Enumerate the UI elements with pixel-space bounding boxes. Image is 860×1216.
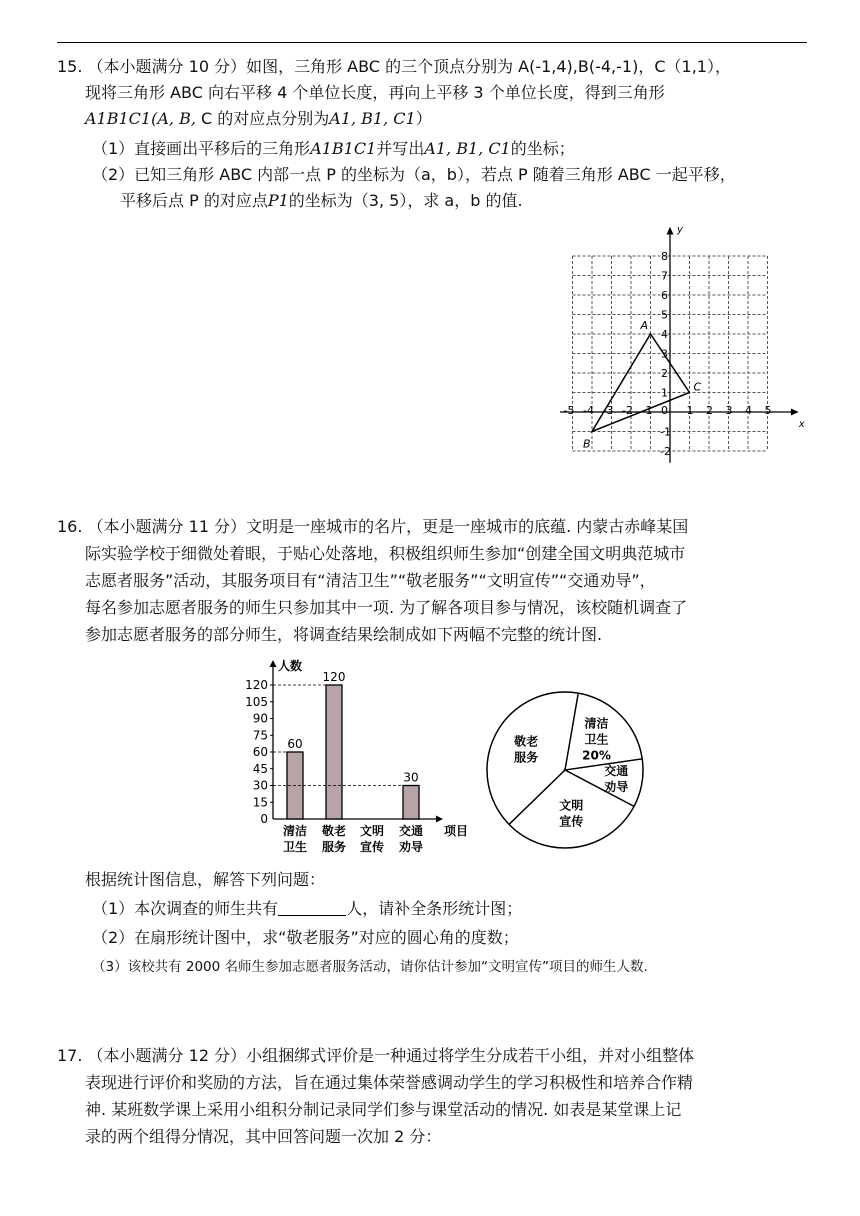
pie-chart bbox=[480, 685, 650, 855]
q16-intro: 根据统计图信息，解答下列问题： bbox=[85, 870, 326, 889]
q15-line-2: 现将三角形 ABC 向右平移 4 个单位长度，再向上平移 3 个单位长度，得到三角形 bbox=[85, 83, 665, 102]
q17-line-1-text: （本小题满分 12 分）小组捆绑式评价是一种通过将学生分成若干小组，并对小组整体 bbox=[87, 1046, 695, 1065]
pie-slice-label: 清洁 bbox=[584, 716, 609, 731]
bar bbox=[403, 786, 419, 820]
bar-category-label: 宣传 bbox=[359, 840, 385, 854]
q16-question-2: （2）在扇形统计图中，求“敬老服务”对应的圆心角的度数； bbox=[92, 928, 519, 947]
q16-q1-text: （1）本次调查的师生共有 bbox=[92, 899, 279, 918]
bar-category-label: 服务 bbox=[321, 840, 347, 854]
x-tick-label: 5 bbox=[764, 404, 772, 417]
q17-line-4: 录的两个组得分情况，其中回答问题一次加 2 分： bbox=[85, 1127, 442, 1146]
x-axis-arrow bbox=[791, 409, 799, 416]
q15-part-1-a: （1）直接画出平移后的三角形 bbox=[92, 139, 311, 158]
q15-part-2-cont bbox=[120, 189, 523, 213]
q16-line-1 bbox=[57, 515, 688, 539]
q17-line-3: 神. 某班数学课上采用小组积分制记录同学们参与课堂活动的情况. 如表是某堂课上记 bbox=[85, 1100, 682, 1119]
bar-value-label: 120 bbox=[322, 670, 346, 684]
bar-x-arrow bbox=[436, 816, 443, 823]
bar-category-label: 交通 bbox=[398, 824, 424, 838]
bar-y-tick-label: 105 bbox=[245, 694, 268, 709]
x-tick-label: 3 bbox=[725, 404, 733, 417]
q15-triangle-name: A1B1C1(A, B, bbox=[85, 109, 201, 128]
q17-number: 17. bbox=[57, 1046, 83, 1065]
bar-y-axis-label: 人数 bbox=[278, 659, 303, 673]
pie-slice-label: 宣传 bbox=[559, 814, 584, 829]
q15-line-3-end: ） bbox=[415, 109, 432, 128]
y-tick-label: 7 bbox=[661, 269, 668, 283]
y-tick-label: 4 bbox=[661, 328, 668, 341]
bar-x-axis-label: 项目 bbox=[444, 824, 469, 838]
bar-value-label: 60 bbox=[287, 737, 303, 751]
x-tick-label: 0 bbox=[661, 404, 668, 417]
bar-chart bbox=[236, 655, 476, 860]
coordinate-grid bbox=[560, 222, 810, 472]
x-tick-label: -4 bbox=[583, 404, 594, 417]
q16-q1-text-2: 人，请补全条形统计图； bbox=[346, 899, 523, 918]
x-tick-label: -5 bbox=[563, 404, 575, 417]
bar-category-label: 劝导 bbox=[398, 840, 424, 854]
x-tick-label: -2 bbox=[622, 404, 633, 417]
q16-question-3: （3）该校共有 2000 名师生参加志愿者服务活动，请你估计参加“文明宣传”项目的师生人数. bbox=[92, 959, 648, 975]
pie-slice-label: 敬老 bbox=[514, 734, 539, 749]
q16-line-5: 参加志愿者服务的部分师生，将调查结果绘制成如下两幅不完整的统计图. bbox=[85, 625, 603, 644]
pie-slice-value: 20% bbox=[582, 748, 611, 763]
q15-part-1-b: 并写出 bbox=[376, 139, 425, 158]
q15-part-1-points: A1, B1, C1 bbox=[424, 139, 511, 158]
bar-y-tick-label: 75 bbox=[252, 728, 268, 743]
bar-y-tick-label: 15 bbox=[252, 795, 268, 810]
bar-category-label: 敬老 bbox=[321, 824, 347, 838]
q15-line-3 bbox=[85, 107, 432, 131]
point-label-a: A bbox=[640, 319, 649, 332]
y-tick-label: 1 bbox=[661, 386, 668, 400]
q15-line-3-text: C 的对应点分别为 bbox=[201, 109, 330, 128]
q15-corresponding-points: A1, B1, C1 bbox=[329, 109, 416, 128]
bar bbox=[326, 685, 342, 819]
x-tick-label: -1 bbox=[641, 404, 653, 417]
pie-slice-label: 交通 bbox=[604, 763, 629, 778]
q15-part-2: （2）已知三角形 ABC 内部一点 P 的坐标为（a，b），若点 P 随着三角形 ABC 一起平移， bbox=[92, 165, 736, 184]
bar-category-label: 卫生 bbox=[282, 840, 308, 854]
q17-line-2: 表现进行评价和奖励的方法，旨在通过集体荣誉感调动学生的学习积极性和培养合作精 bbox=[85, 1073, 694, 1092]
y-axis-label: y bbox=[677, 224, 683, 236]
y-tick-label: 2 bbox=[661, 367, 668, 380]
y-tick-label: -1 bbox=[660, 425, 671, 439]
triangle-abc bbox=[583, 319, 702, 451]
q15-part-2-c: 的坐标为（3, 5），求 a，b 的值. bbox=[288, 191, 523, 210]
q15-line-1 bbox=[57, 55, 731, 79]
bar-y-arrow bbox=[270, 660, 277, 667]
bar-y-tick-label: 120 bbox=[245, 678, 268, 692]
q16-line-1-text: （本小题满分 11 分）文明是一座城市的名片，更是一座城市的底蕴. 内蒙古赤峰某国 bbox=[87, 517, 689, 536]
x-tick-label: 1 bbox=[686, 404, 694, 417]
bar-y-tick-label: 45 bbox=[252, 761, 268, 776]
y-tick-label: 8 bbox=[661, 250, 668, 263]
q15-part-2-point: P1 bbox=[267, 191, 289, 210]
bar-value-label: 30 bbox=[403, 770, 419, 785]
q15-part-2-b: 平移后点 P 的对应点 bbox=[120, 191, 268, 210]
q15-part-1-triangle: A1B1C1 bbox=[310, 139, 377, 158]
x-tick-label: 4 bbox=[745, 404, 752, 417]
q16-number: 16. bbox=[57, 517, 83, 536]
q16-line-4: 每名参加志愿者服务的师生只参加其中一项. 为了解各项目参与情况，该校随机调查了 bbox=[85, 598, 688, 617]
q15-head: （本小题满分 10 分）如图，三角形 ABC 的三个顶点分别为 A(-1,4),B(-4,-1)，C（1,1）， bbox=[87, 57, 731, 76]
q16-line-3: 志愿者服务”活动，其服务项目有“清洁卫生”“敬老服务”“文明宣传”“交通劝导”， bbox=[85, 571, 656, 590]
bar-y-tick-label: 60 bbox=[252, 745, 268, 759]
pie-slice-label: 服务 bbox=[514, 750, 539, 765]
q16-line-2: 际实验学校于细微处着眼，于贴心处落地，积极组织师生参加“创建全国文明典范城市 bbox=[85, 544, 686, 563]
point-label-c: C bbox=[693, 380, 702, 394]
q16-question-1 bbox=[92, 897, 522, 921]
bar-y-tick-label: 0 bbox=[260, 812, 268, 826]
x-tick-label: 2 bbox=[706, 404, 713, 417]
pie-slice-label: 劝导 bbox=[604, 779, 629, 794]
bar-category-label: 文明 bbox=[359, 824, 385, 838]
y-tick-label: 6 bbox=[661, 289, 668, 302]
q15-part-1 bbox=[92, 137, 575, 161]
y-tick-label: 3 bbox=[661, 347, 668, 361]
point-label-b: B bbox=[583, 437, 591, 451]
pie-slice-label: 卫生 bbox=[584, 732, 609, 747]
q15-number: 15. bbox=[57, 57, 83, 76]
answer-blank[interactable] bbox=[278, 899, 346, 916]
q15-part-1-c: 的坐标； bbox=[510, 139, 575, 158]
header-rule bbox=[57, 42, 807, 43]
y-tick-label: 5 bbox=[661, 308, 668, 322]
bar-y-tick-label: 90 bbox=[252, 711, 268, 726]
q17-line-1 bbox=[57, 1044, 694, 1068]
y-axis-arrow bbox=[667, 227, 674, 235]
bar-y-tick-label: 30 bbox=[252, 778, 268, 793]
y-tick-label: -2 bbox=[660, 445, 671, 458]
bar-category-label: 清洁 bbox=[282, 824, 308, 838]
x-tick-label: -3 bbox=[602, 404, 614, 417]
pie-slice-label: 文明 bbox=[559, 798, 584, 813]
x-axis-label: x bbox=[798, 419, 805, 430]
